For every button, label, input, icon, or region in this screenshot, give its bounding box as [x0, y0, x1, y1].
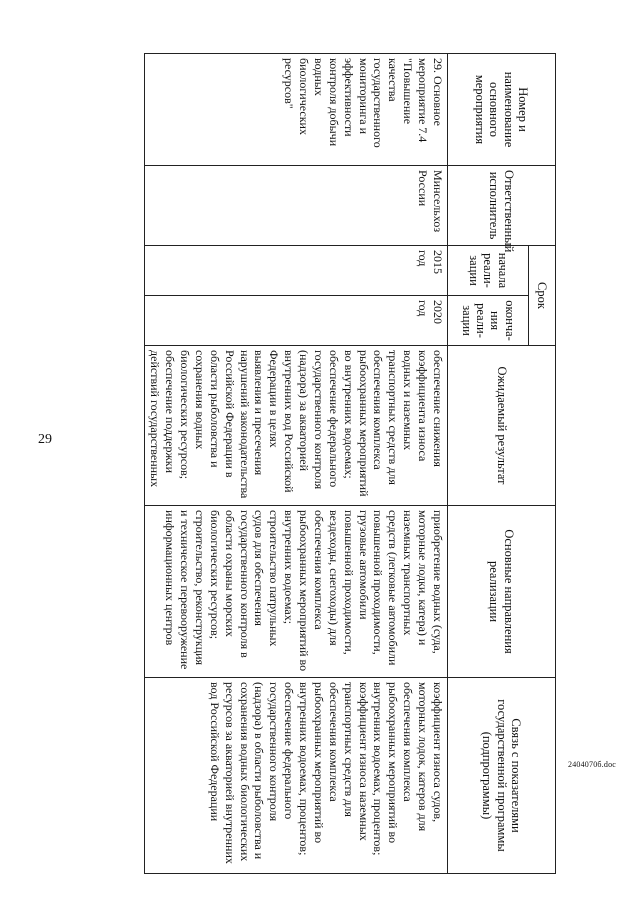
footer-doc-code: 2404070б.doc	[568, 760, 617, 769]
header-directions: Основные направления реализации	[448, 506, 556, 678]
header-link: Связь с показателями государственной программы (подпрограммы)	[448, 678, 556, 874]
cell-directions: приобретение водных (суда, моторные лодки, катера) и наземных транспортных средств (легковые автомобили повышенной проходимости, грузовые автомобили повышенной проходимости, вездеходы, снегоходы) для обеспечения комплекса рыбоохранных мероприятий во внутренних водоемах; строительство патрульных судов для обеспечения государственного контроля в области охраны морских биологических ресурсов; строительство, реконструкция и техническое перевооружение информационных центров	[145, 506, 448, 678]
header-expected-result: Ожидаемый результат	[448, 346, 556, 506]
cell-link: коэффициент износа судов, моторных лодок, катеров для обеспечения комплекса рыбоохранных мероприятий во внутренних водоемах, процентов; коэффициент износа наземных транспортных средств для обеспечения комплекса рыбоохранных мероприятий во внутренних водоемах, процентов; обеспечение федерального государственного контроля (надзора) в области рыболовства и сохранения водных биологических ресурсов за акваторией внутренних вод Российской Федерации	[145, 678, 448, 874]
header-term-start: начала реали-зации	[448, 246, 529, 296]
page-number: 29	[38, 432, 52, 447]
cell-responsible: Минсельхоз России	[145, 166, 448, 246]
measures-table-rotated	[88, 53, 556, 873]
header-term-end: оконча-ния реали-зации	[448, 296, 529, 346]
cell-start: 2015 год	[145, 246, 448, 296]
header-number-name: Номер и наименование основного мероприятия	[448, 54, 556, 166]
header-responsible: Ответственный исполнитель	[448, 166, 556, 246]
cell-end: 2020 год	[145, 296, 448, 346]
cell-number-name: 29. Основное мероприятие 7.4 "Повышение качества государственного мониторинга и эффективности контроля добычи водных биологических ресурсов"	[145, 54, 448, 166]
measures-table	[145, 53, 557, 874]
cell-expected-result: обеспечение снижения коэффициента износа водных и наземных транспортных средств для обеспечения комплекса рыбоохранных мероприятий во внутренних водоемах; обеспечение федерального государственного контроля (надзора) за акваторией внутренних вод Российской Федерации в целях выявления и пресечения нарушений законодательства Российской Федерации в области рыболовства и сохранения водных биологических ресурсов; обеспечение поддержки действий государственных	[145, 346, 448, 506]
table-row	[145, 54, 448, 874]
header-term: Срок	[529, 246, 556, 346]
